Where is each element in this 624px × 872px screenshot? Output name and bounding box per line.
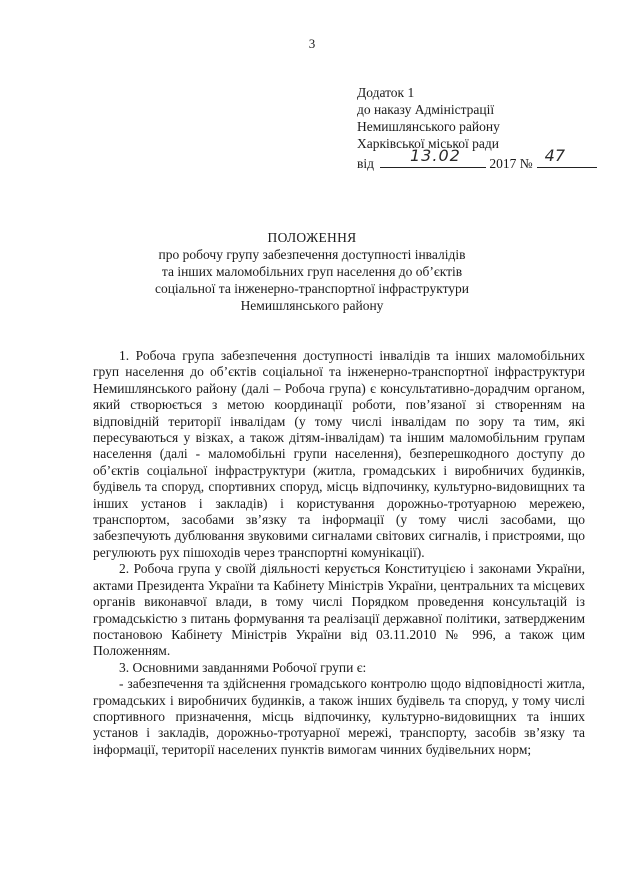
page-number: 3: [308, 36, 316, 51]
paragraph-2: 2. Робоча група у своїй діяльності керується Конституцією і законами України, актами Президента України та Кабінету Міністрів України, центральних та місцевих органів виконавчої влади, в тому числі Порядком проведення консультацій із громадськістю з питань формування та реалізації державної політики, затвердженим постановою Кабінету Міністрів України від 03.11.2010 № 996, а також цим Положенням.: [93, 561, 585, 659]
annex-date-line: [357, 146, 597, 172]
paragraph-3: 3. Основними завданнями Робочої групи є:: [119, 659, 367, 675]
handwritten-number: 47: [544, 146, 565, 165]
from-label: від: [357, 156, 374, 171]
title-line-1: про робочу групу забезпечення доступності інвалідів: [158, 247, 466, 262]
title-line-4: Немишлянського району: [240, 298, 384, 313]
handwritten-date: 13.02: [410, 146, 461, 165]
document-title: [0, 229, 624, 314]
paragraph-4: - забезпечення та здійснення громадського контролю щодо відповідності житла, громадських і виробничих будинків, а також інших будівель та споруд, у тому числі спортивного призначення, місць відпочинку, культурно-видовищних та інших установ і закладів, дорожньо-тротуарної мережі, транспорту, засобів зв’язку та інформації, території населених пунктів вимогам чинних будівельних норм;: [93, 676, 585, 757]
date-field: [380, 146, 486, 168]
title-heading: ПОЛОЖЕННЯ: [267, 230, 357, 245]
title-line-3: соціальної та інженерно-транспортної інфраструктури: [154, 281, 470, 296]
title-line-2: та інших маломобільних груп населення до об’єктів: [161, 264, 463, 279]
year-number-label: 2017 №: [489, 156, 533, 171]
annex-line-4: Харківської міської ради: [357, 136, 500, 151]
annex-block: [357, 84, 597, 172]
annex-line-2: до наказу Адміністрації: [357, 102, 495, 117]
document-body: [93, 348, 585, 758]
annex-line-1: Додаток 1: [357, 85, 415, 100]
annex-line-3: Немишлянського району: [357, 119, 500, 134]
paragraph-1: 1. Робоча група забезпечення доступності інвалідів та інших маломобільних груп населення до об’єктів соціальної та інженерно-транспортної інфраструктури Немишлянського району (далі – Робоча група) є консультативно-дорадчим органом, який створюється з метою координації роботи, пов’язаної зі створенням на відповідній території інвалідам (у тому числі інвалідам по зору та тим, які пересуваються у візках, а також дітям-інвалідам) та іншим маломобільним групам населення (далі - маломобільні групи населення), безперешкодного доступу до об’єктів соціальної інфраструктури (житла, громадських і виробничих будинків, будівель та споруд, спортивних споруд, місць відпочинку, культурно-видовищних та інших установ і закладів) і користування дорожньо-тротуарною мережею, транспортом, засобами зв’язку та інформації (у тому числі засобами, що забезпечують дублювання звуковими сигналами світових сигналів, і пристроями, що регулюють рух пішоходів через транспортні комунікації).: [93, 348, 585, 560]
order-number-field: [537, 146, 597, 168]
